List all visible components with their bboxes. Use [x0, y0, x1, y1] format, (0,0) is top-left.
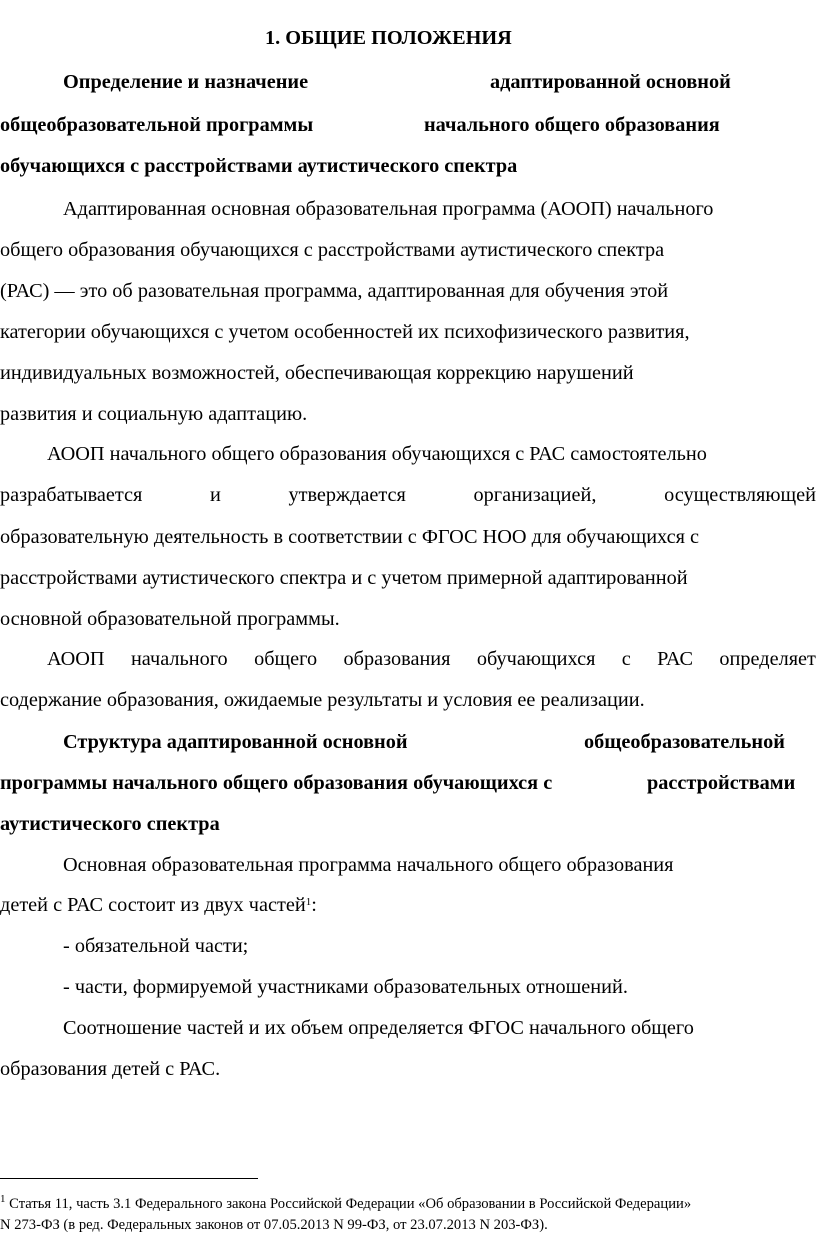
paragraph-line: категории обучающихся с учетом особенностей их психофизического развития,: [0, 321, 690, 343]
section-title-structure-part3: программы начального общего образования обучающихся с: [0, 772, 553, 794]
paragraph-line: образовательную деятельность в соответствии с ФГОС НОО для обучающихся с: [0, 526, 700, 548]
footnote-line: N 273-ФЗ (в ред. Федеральных законов от 07.05.2013 N 99-ФЗ, от 23.07.2013 N 203-ФЗ).: [0, 1217, 548, 1233]
footnote-reference[interactable]: 1: [305, 896, 312, 908]
paragraph-line: содержание образования, ожидаемые результаты и условия ее реализации.: [0, 689, 645, 711]
chapter-heading: 1. ОБЩИЕ ПОЛОЖЕНИЯ: [265, 27, 512, 49]
word: организацией,: [473, 484, 597, 506]
word: общего: [254, 648, 318, 670]
list-item: - части, формируемой участниками образовательных отношений.: [63, 976, 628, 998]
paragraph-line: развития и социальную адаптацию.: [0, 403, 308, 425]
footnote-marker: 1: [0, 1193, 6, 1205]
paragraph-line-justified: [47, 647, 816, 671]
word: утверждается: [288, 484, 406, 506]
paragraph-text: детей с РАС состоит из двух частей: [0, 894, 306, 916]
section-title-definition-part2: адаптированной основной: [490, 71, 731, 93]
footnote-separator: [0, 1178, 258, 1179]
word: АООП: [47, 648, 105, 670]
word: образования: [343, 648, 451, 670]
paragraph-line: [0, 893, 317, 917]
paragraph-line: Соотношение частей и их объем определяется ФГОС начального общего: [63, 1017, 694, 1039]
word: и: [209, 484, 221, 506]
paragraph-line: индивидуальных возможностей, обеспечивающая коррекцию нарушений: [0, 362, 634, 384]
list-item: - обязательной части;: [63, 935, 249, 957]
paragraph-line: (РАС) — это об разовательная программа, адаптированная для обучения этой: [0, 280, 669, 302]
section-title-structure-part4: расстройствами: [647, 772, 796, 794]
punctuation: :: [311, 894, 317, 916]
word: разрабатывается: [0, 484, 143, 506]
footnote-text: Статья 11, часть 3.1 Федерального закона Российской Федерации «Об образовании в Российской Федерации»: [9, 1196, 692, 1212]
word: осуществляющей: [664, 484, 816, 506]
word: РАС: [657, 648, 694, 670]
section-title-definition-part3: общеобразовательной программы: [0, 114, 314, 136]
paragraph-line: Адаптированная основная образовательная программа (АООП) начального: [63, 198, 714, 220]
paragraph-line: основной образовательной программы.: [0, 608, 340, 630]
footnote-line: [0, 1195, 691, 1213]
paragraph-line: образования детей с РАС.: [0, 1058, 221, 1080]
word: обучающихся: [476, 648, 596, 670]
paragraph-line: Основная образовательная программа начального общего образования: [63, 854, 674, 876]
section-title-definition-part4: начального общего образования: [424, 114, 720, 136]
paragraph-line: АООП начального общего образования обучающихся с РАС самостоятельно: [47, 443, 707, 465]
paragraph-line-justified: [0, 483, 816, 507]
section-title-structure-part2: общеобразовательной: [584, 731, 785, 753]
section-title-definition-part1: Определение и назначение: [63, 71, 309, 93]
word: определяет: [719, 648, 816, 670]
word: начального: [130, 648, 228, 670]
word: с: [621, 648, 631, 670]
section-title-structure-part1: Структура адаптированной основной: [63, 731, 408, 753]
paragraph-line: расстройствами аутистического спектра и с учетом примерной адаптированной: [0, 567, 688, 589]
section-title-structure-part5: аутистического спектра: [0, 813, 220, 835]
section-title-definition-part5: обучающихся с расстройствами аутистического спектра: [0, 155, 518, 177]
paragraph-line: общего образования обучающихся с расстройствами аутистического спектра: [0, 239, 665, 261]
